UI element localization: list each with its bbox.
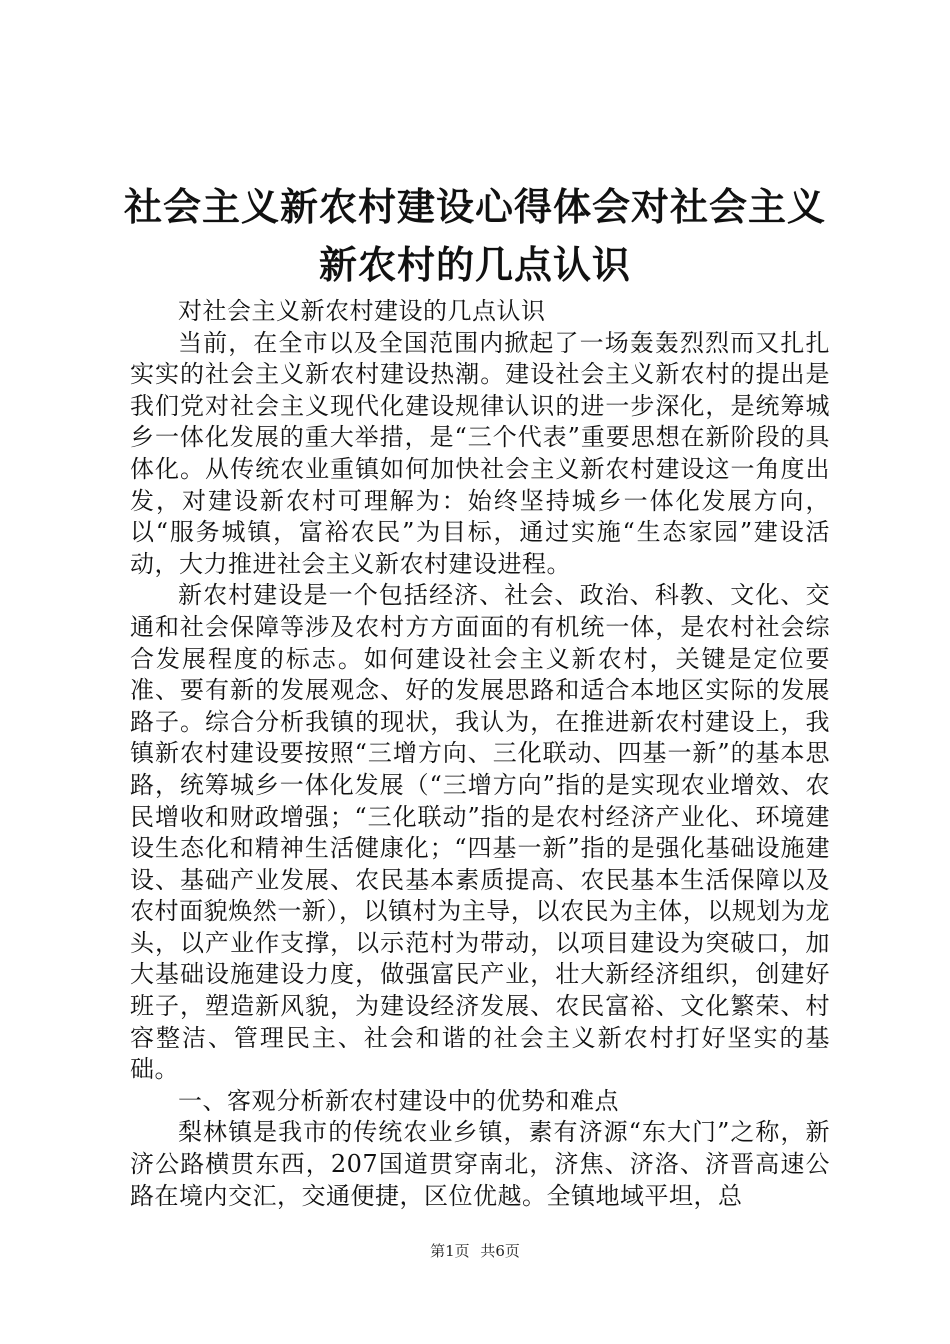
document-title: 社会主义新农村建设心得体会对社会主义新农村的几点认识 xyxy=(123,185,826,287)
paragraph-subtitle: 对社会主义新农村建设的几点认识 xyxy=(178,297,546,325)
section-heading: 一、客观分析新农村建设中的优势和难点 xyxy=(178,1086,619,1115)
paragraph: 当前，在全市以及全国范围内掀起了一场轰轰烈烈而又扎扎实实的社会主义新农村建设热潮。建设社会主义新农村的提出是我们党对社会主义现代化建设规律认识的进一步深化，是统筹城乡一体化发展的重大举措，是“三个代表”重要思想在新阶段的具体化。从传统农业重镇如何加快社会主义新农村建设这一角度出发，对建设新农村可理解为：始终坚持城乡一体化发展方向，以“服务城镇，富裕农民”为目标，通过实施“生态家园”建设活动，大力推进社会主义新农村建设进程。 xyxy=(130,328,830,578)
paragraph: 梨林镇是我市的传统农业乡镇，素有济源“东大门”之称，新济公路横贯东西，207国道贯穿南北，济焦、济洛、济晋高速公路在境内交汇，交通便捷，区位优越。全镇地域平坦，总 xyxy=(130,1118,830,1210)
paragraph: 新农村建设是一个包括经济、社会、政治、科教、文化、交通和社会保障等涉及农村方方面面的有机统一体，是农村社会综合发展程度的标志。如何建设社会主义新农村，关键是定位要准、要有新的发展观念、好的发展思路和适合本地区实际的发展路子。综合分析我镇的现状，我认为，在推进新农村建设上，我镇新农村建设要按照“三增方向、三化联动、四基一新”的基本思路，统筹城乡一体化发展（“三增方向”指的是实现农业增效、农民增收和财政增强；“三化联动”指的是农村经济产业化、环境建设生态化和精神生活健康化；“四基一新”指的是强化基础设施建设、基础产业发展、农民基本素质提高、农民基本生活保障以及农村面貌焕然一新），以镇村为主导，以农民为主体，以规划为龙头，以产业作支撑，以示范村为带动，以项目建设为突破口，加大基础设施建设力度，做强富民产业，壮大新经济组织，创建好班子，塑造新风貌，为建设经济发展、农民富裕、文化繁荣、村容整洁、管理民主、社会和谐的社会主义新农村打好坚实的基础。 xyxy=(130,581,830,1084)
page-number: 第1页 xyxy=(430,1242,470,1260)
page-footer xyxy=(0,1240,950,1261)
page-total: 共6页 xyxy=(480,1242,520,1260)
document-body xyxy=(130,296,830,1212)
